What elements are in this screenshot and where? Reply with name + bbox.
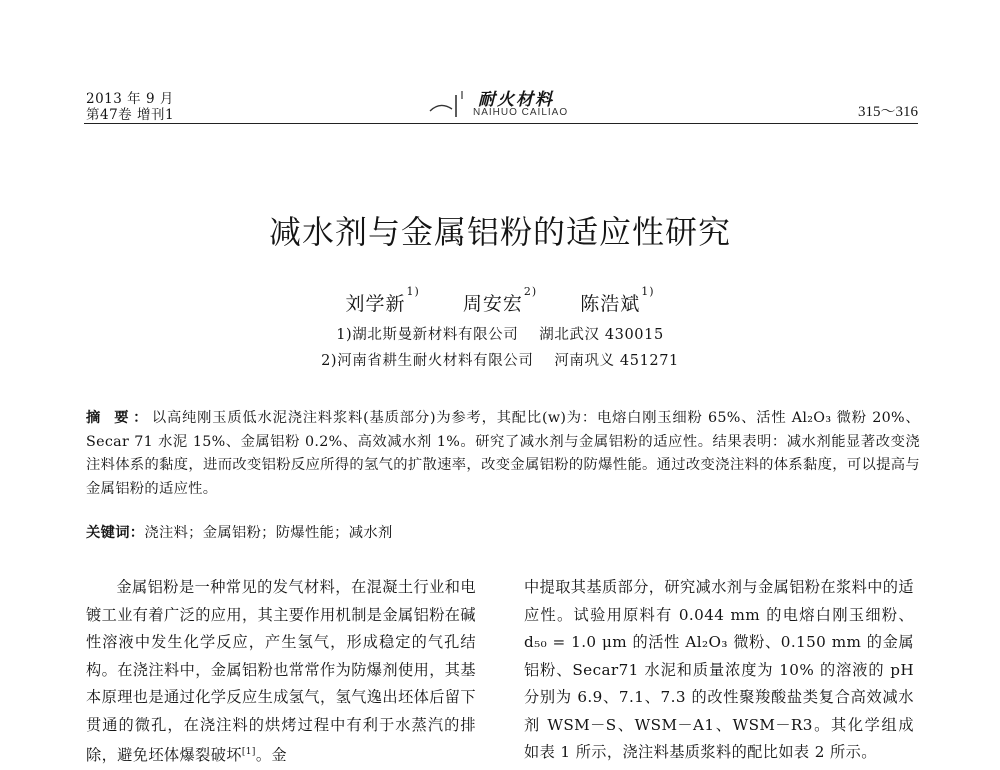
affiliation: 1)湖北斯曼新材料有限公司 湖北武汉 430015 [336,327,664,343]
body-paragraph: 中提取其基质部分，研究减水剂与金属铝粉在浆料中的适应性。试验用原料有 0.044 mm 的电熔白刚玉细粉、d₅₀ = 1.0 μm 的活性 Al₂O₃ 微粉、0.150 mm 的金属铝粉、Secar71 水泥和质量浓度为 10% 的溶液的 pH 分别为 6.9、7.1、7.3 的改性聚羧酸盐类复合高效减水剂 WSM－S、WSM－A1、WSM－R3。其化学组成如表 1 所示，浇注料基质浆料的配比如表 2 所示。 [524,578,914,761]
abstract [86,407,920,501]
keywords-text: 浇注料；金属铝粉；防爆性能；减水剂 [144,525,393,541]
body-column-left [86,574,476,770]
abstract-label: 摘 要： [86,410,152,426]
header-rule [84,123,918,124]
journal-name-cn: 耐火材料 [478,90,554,110]
paper-title: 减水剂与金属铝粉的适应性研究 [268,213,731,251]
issue-volume: 第47卷 增刊1 [86,107,175,123]
author: 陈浩斌$^{1)}$ [580,285,655,315]
journal-logo-icon [428,89,472,119]
author: 周安宏$^{2)}$ [462,285,538,315]
issue-date: 2013 年 9 月 [86,91,174,107]
body-column-right [524,574,914,767]
keywords [86,522,920,542]
citation-ref: [1] [241,747,256,757]
header-issue-info [86,91,174,123]
abstract-text: 以高纯刚玉质低水泥浇注料浆料(基质部分)为参考，其配比(w)为：电熔白刚玉细粉 65%、活性 Al₂O₃ 微粉 20%、Secar 71 水泥 15%、金属铝粉 0.2%、高效减水剂 1%。研究了减水剂与金属铝粉的适应性。结果表明：减水剂能显著改变浇注料体系的黏度，进而改变铝粉反应所得的氢气的扩散速率，改变金属铝粉的防爆性能。通过改变浇注料的体系黏度，可以提高与金属铝粉的适应性。 [86,410,920,497]
body-paragraph: 金属铝粉是一种常见的发气材料，在混凝土行业和电镀工业有着广泛的应用，其主要作用机制是金属铝粉在碱性溶液中发生化学反应，产生氢气，形成稳定的气孔结构。在浇注料中，金属铝粉也常常作为防爆剂使用，其基本原理也是通过化学反应生成氢气，氢气逸出坯体后留下贯通的微孔，在浇注料的烘烤过程中有利于水蒸汽的排除，避免坯体爆裂破坏[1]。金 [86,578,476,765]
author-list [0,285,1000,316]
keywords-label: 关键词： [86,525,145,541]
journal-name-en: NAIHUO CAILIAO [473,107,569,118]
page-range: 315～316 [857,104,918,120]
journal-logo [428,85,588,123]
author: 刘学新$^{1)}$ [345,285,420,315]
affiliation: 2)河南省耕生耐火材料有限公司 河南巩义 451271 [321,353,679,369]
